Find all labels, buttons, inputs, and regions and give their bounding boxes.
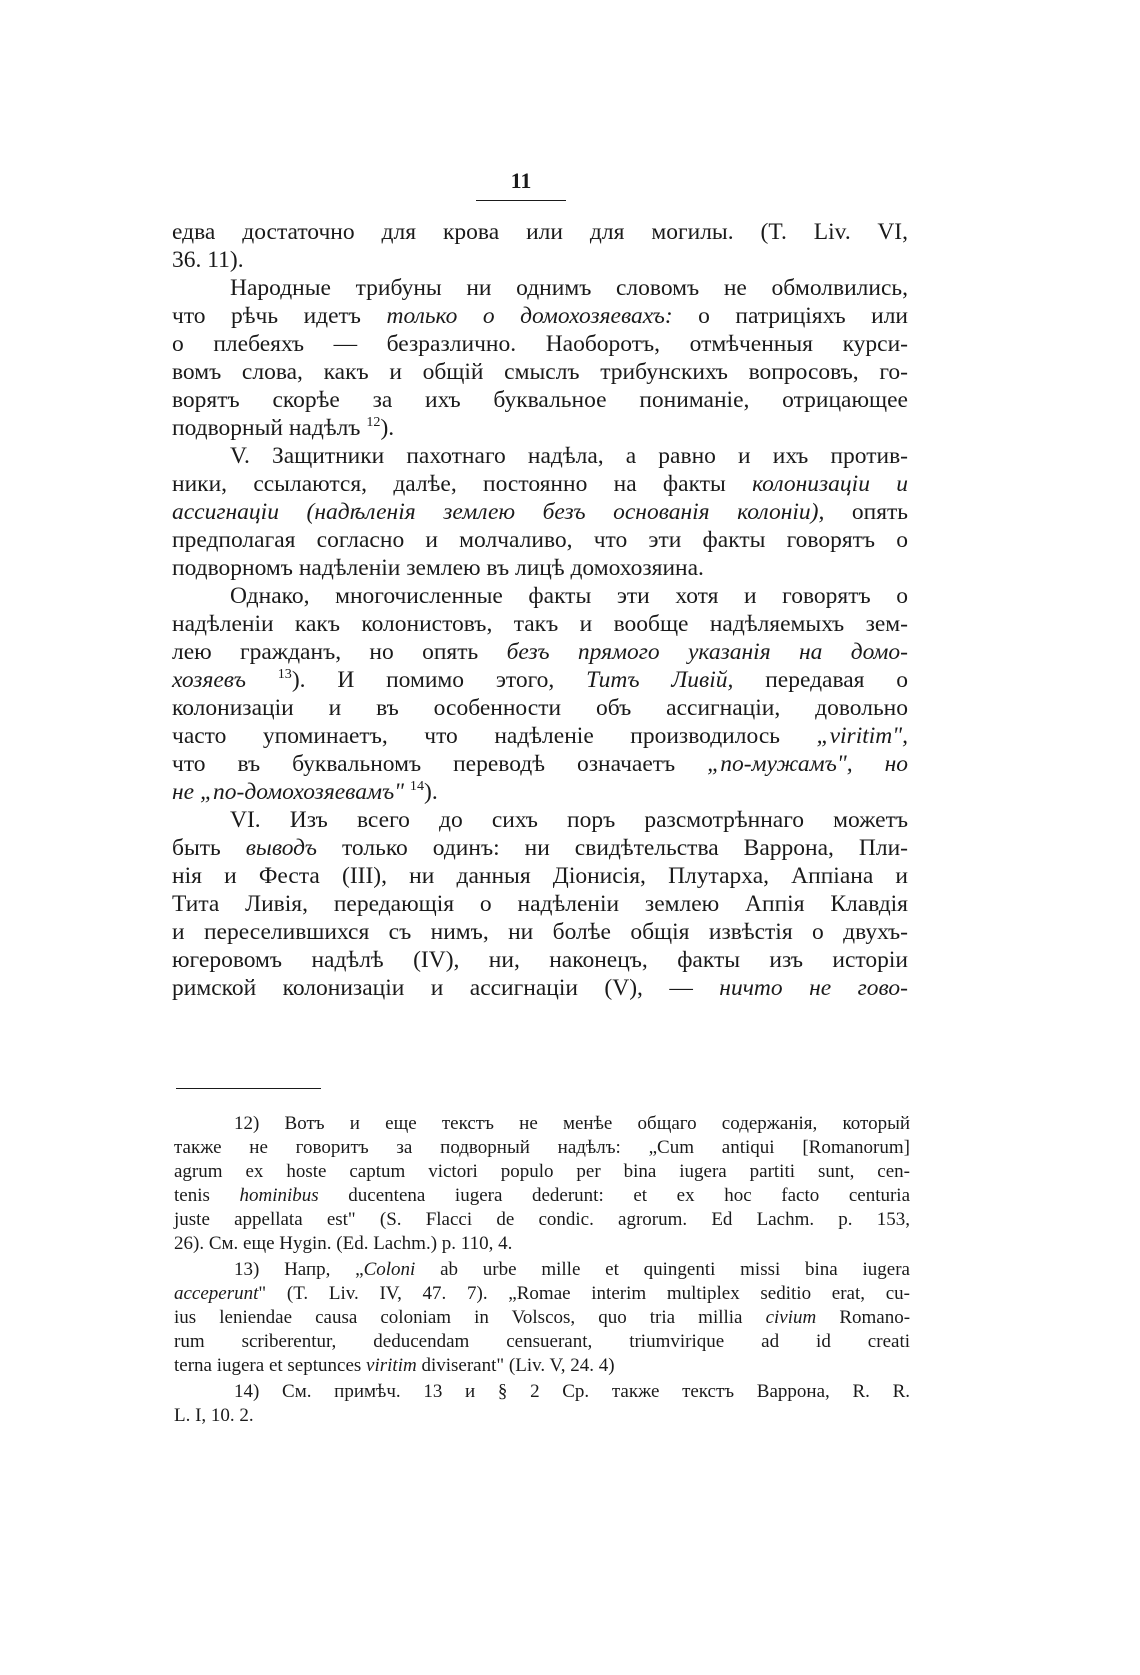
body-line: едва достаточно для крова или для могилы. (T. Liv. VI, xyxy=(172,219,908,245)
footnote-ref: 14 xyxy=(409,778,425,795)
footnote-line: 14) См. примѣч. 13 и § 2 Ср. также текстъ Варрона, R. R. xyxy=(234,1381,910,1402)
body-line xyxy=(172,834,908,863)
footnote-text-segment: ducentena iugera dederunt: et ex hoc facto centuria xyxy=(348,1185,911,1206)
body-line: V. Защитники пахотнаго надѣла, а равно и ихъ против- xyxy=(230,443,908,469)
footnote-text-segment: terna iugera et septunces xyxy=(174,1355,362,1376)
body-line xyxy=(172,302,908,331)
body-text-segment: быть xyxy=(172,835,221,861)
body-text-segment: передавая о xyxy=(765,667,909,693)
footnote-line: L. I, 10. 2. xyxy=(174,1405,254,1426)
page-number-rule xyxy=(476,200,566,201)
body-text-segment: часто упоминаетъ, что надѣленіе производилось xyxy=(172,723,780,749)
body-text-segment: лею гражданъ, но опять xyxy=(172,639,479,665)
body-line xyxy=(172,750,908,779)
footnote-line xyxy=(174,1306,910,1330)
footnote-rule xyxy=(176,1088,321,1089)
body-text-segment: что рѣчь идетъ xyxy=(172,303,361,329)
italic-emphasis: civium xyxy=(765,1307,817,1328)
italic-emphasis: „viritim", xyxy=(816,723,908,749)
italic-emphasis: hominibus xyxy=(239,1185,319,1206)
body-text-segment: ). И помимо этого, xyxy=(291,667,555,693)
body-line: югеровомъ надѣлѣ (IV), ни, наконецъ, факты изъ исторіи xyxy=(172,947,908,973)
body-line xyxy=(172,414,908,443)
body-line xyxy=(172,470,908,499)
body-text-segment xyxy=(172,667,554,693)
italic-emphasis: выводъ xyxy=(245,835,317,861)
body-line: VI. Изъ всего до сихъ поръ разсмотрѣннаго можетъ xyxy=(230,807,908,833)
footnote-line xyxy=(234,1258,910,1282)
footnote-line xyxy=(174,1354,910,1378)
body-text-segment: ). xyxy=(380,415,395,441)
body-line xyxy=(172,498,908,527)
footnote-line: 26). См. еще Hygin. (Ed. Lachm.) p. 110, 4. xyxy=(174,1233,513,1254)
italic-emphasis: только о домохозяевахъ: xyxy=(386,303,673,329)
body-text-segment: ). xyxy=(424,779,438,805)
body-line: о плебеяхъ — безразлично. Наоборотъ, отмѣченныя курси- xyxy=(172,331,908,357)
body-line: и переселившихся съ нимъ, ни болѣе общія извѣстія о двухъ- xyxy=(172,919,908,945)
italic-emphasis: ничто не гово- xyxy=(719,975,908,1001)
body-line xyxy=(172,722,908,751)
body-line xyxy=(172,974,908,1003)
italic-emphasis: viritim xyxy=(366,1355,417,1376)
footnote-text-segment xyxy=(174,1283,910,1304)
body-line xyxy=(172,638,908,667)
footnote-text-segment: Romano- xyxy=(839,1307,911,1328)
body-line: подворномъ надѣленіи землею въ лицѣ домохозяина. xyxy=(172,555,704,581)
footnote-ref: 13 xyxy=(277,666,292,683)
body-line: надѣленіи какъ колонистовъ, такъ и вообще надѣляемыхъ зем- xyxy=(172,611,908,637)
body-text-segment: подворный надѣлъ xyxy=(172,415,361,441)
footnote-text-segment: ius leniendae causa coloniam in Volscos, quo tria millia xyxy=(174,1307,743,1328)
body-line xyxy=(172,778,908,807)
footnote-line: rum scriberentur, deducendam censuerant, triumvirique ad id creati xyxy=(174,1331,910,1352)
italic-emphasis: acceperunt xyxy=(174,1283,259,1304)
page-number: 11 xyxy=(510,168,532,193)
body-text-segment: опять xyxy=(851,499,909,525)
footnote-line: agrum ex hoste captum victori populo per bina iugera partiti sunt, cen- xyxy=(174,1161,910,1182)
body-line: Народные трибуны ни однимъ словомъ не обмолвились, xyxy=(230,275,908,301)
body-text-segment: о патриціяхъ или xyxy=(698,303,909,329)
italic-emphasis: не „по-домохозяевамъ" xyxy=(172,779,405,805)
footnote-text-segment xyxy=(234,1259,415,1280)
body-line: колонизаціи и въ особенности объ ассигнаціи, довольно xyxy=(172,695,908,721)
italic-emphasis: колонизаціи и xyxy=(752,471,909,497)
footnote-line: также не говоритъ за подворный надѣлъ: „Cum antiqui [Romanorum] xyxy=(174,1137,910,1158)
footnote-line: 12) Вотъ и еще текстъ не менѣе общаго содержанія, который xyxy=(234,1113,910,1134)
body-line: Тита Ливія, передающія о надѣленіи землею Аппія Клавдія xyxy=(172,891,908,917)
body-text-segment: только одинъ: ни свидѣтельства Варрона, Пли- xyxy=(341,835,908,861)
body-line: вомъ слова, какъ и общій смыслъ трибунскихъ вопросовъ, го- xyxy=(172,359,908,385)
italic-emphasis: хозяевъ xyxy=(172,667,246,693)
footnote-text-segment: 13) Напр, „ xyxy=(234,1259,364,1280)
italic-emphasis: ассигнаціи (надѣленія землею безъ основанія колоніи), xyxy=(172,499,825,525)
italic-emphasis: „по-мужамъ", но xyxy=(707,751,908,777)
body-line: нія и Феста (III), ни данныя Діонисія, Плутарха, Аппіана и xyxy=(172,863,908,889)
body-text-segment: что въ буквальномъ переводѣ означаетъ xyxy=(172,751,676,777)
body-text-segment: ники, ссылаются, далѣе, постоянно на факты xyxy=(172,471,726,497)
footnote-line: juste appellata est" (S. Flacci de condic. agrorum. Ed Lachm. p. 153, xyxy=(174,1209,910,1230)
body-line xyxy=(172,666,908,695)
footnote-ref: 12 xyxy=(366,414,381,431)
body-line: ворятъ скорѣе за ихъ буквальное пониманіе, отрицающее xyxy=(172,387,908,413)
footnote-line xyxy=(174,1282,910,1306)
body-line: Однако, многочисленные факты эти хотя и говорятъ о xyxy=(230,583,908,609)
footnote-text-segment: tenis xyxy=(174,1185,210,1206)
body-line: 36. 11). xyxy=(172,247,244,273)
body-line: предполагая согласно и молчаливо, что эти факты говорятъ о xyxy=(172,527,908,553)
footnote-line xyxy=(174,1184,910,1208)
body-text-segment: римской колонизаціи и ассигнаціи (V), — xyxy=(172,975,693,1001)
footnote-text-segment: " (T. Liv. IV, 47. 7). „Romae interim multiplex seditio erat, cu- xyxy=(258,1283,910,1304)
footnote-text-segment: ab urbe mille et quingenti missi bina iugera xyxy=(440,1259,910,1280)
italic-emphasis: Титъ Ливій, xyxy=(586,667,734,693)
italic-emphasis: безъ прямого указанія на домо- xyxy=(506,639,909,665)
footnote-text-segment: diviserant" (Liv. V, 24. 4) xyxy=(421,1355,615,1376)
italic-emphasis: Coloni xyxy=(363,1259,416,1280)
